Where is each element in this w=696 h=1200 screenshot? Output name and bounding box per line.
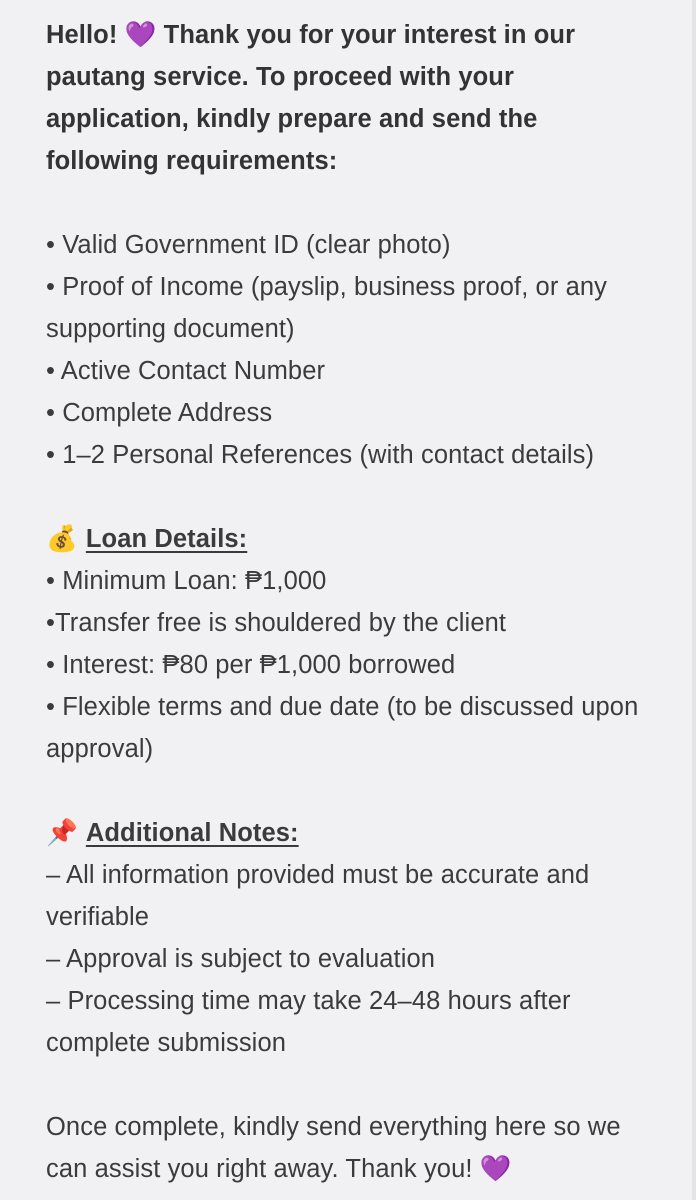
loan-details-heading-label: Loan Details: [85, 525, 248, 553]
requirement-item: • 1–2 Personal References (with contact details) [46, 441, 595, 469]
additional-notes-heading-label: Additional Notes: [85, 819, 299, 847]
pushpin-icon: 📌 [46, 818, 78, 848]
closing-paragraph: Once complete, kindly send everything here so we can assist you right away. Thank you! 💜 [46, 1113, 621, 1184]
purple-heart-icon: 💜 [479, 1154, 512, 1184]
requirements-list [46, 224, 656, 476]
loan-details-list [46, 560, 656, 770]
loan-detail-item: •Transfer free is shouldered by the client [46, 609, 507, 637]
spacer [46, 770, 656, 812]
note-item: – All information provided must be accurate and verifiable [46, 861, 590, 931]
loan-detail-item: • Flexible terms and due date (to be discussed upon approval) [46, 693, 639, 763]
requirement-item: • Complete Address [46, 399, 273, 427]
note-item: – Processing time may take 24–48 hours after complete submission [46, 987, 571, 1057]
loan-details-heading [46, 518, 656, 560]
loan-detail-item: • Minimum Loan: ₱1,000 [46, 567, 327, 595]
additional-notes-heading [46, 812, 656, 854]
spacer [46, 476, 656, 518]
edge-shade [692, 0, 696, 1200]
spacer [46, 182, 656, 224]
requirement-item: • Proof of Income (payslip, business proof, or any supporting document) [46, 273, 608, 343]
requirement-item: • Active Contact Number [46, 357, 326, 385]
note-item: – Approval is subject to evaluation [46, 945, 436, 973]
intro-paragraph: Hello! 💜 Thank you for your interest in our pautang service. To proceed with your application, kindly prepare and send the following requirements: [46, 20, 576, 175]
requirement-item: • Valid Government ID (clear photo) [46, 231, 451, 259]
loan-detail-item: • Interest: ₱80 per ₱1,000 borrowed [46, 651, 456, 679]
purple-heart-icon: 💜 [124, 20, 157, 50]
additional-notes-list [46, 854, 656, 1064]
spacer [46, 1064, 656, 1106]
money-bag-icon: 💰 [46, 524, 78, 554]
